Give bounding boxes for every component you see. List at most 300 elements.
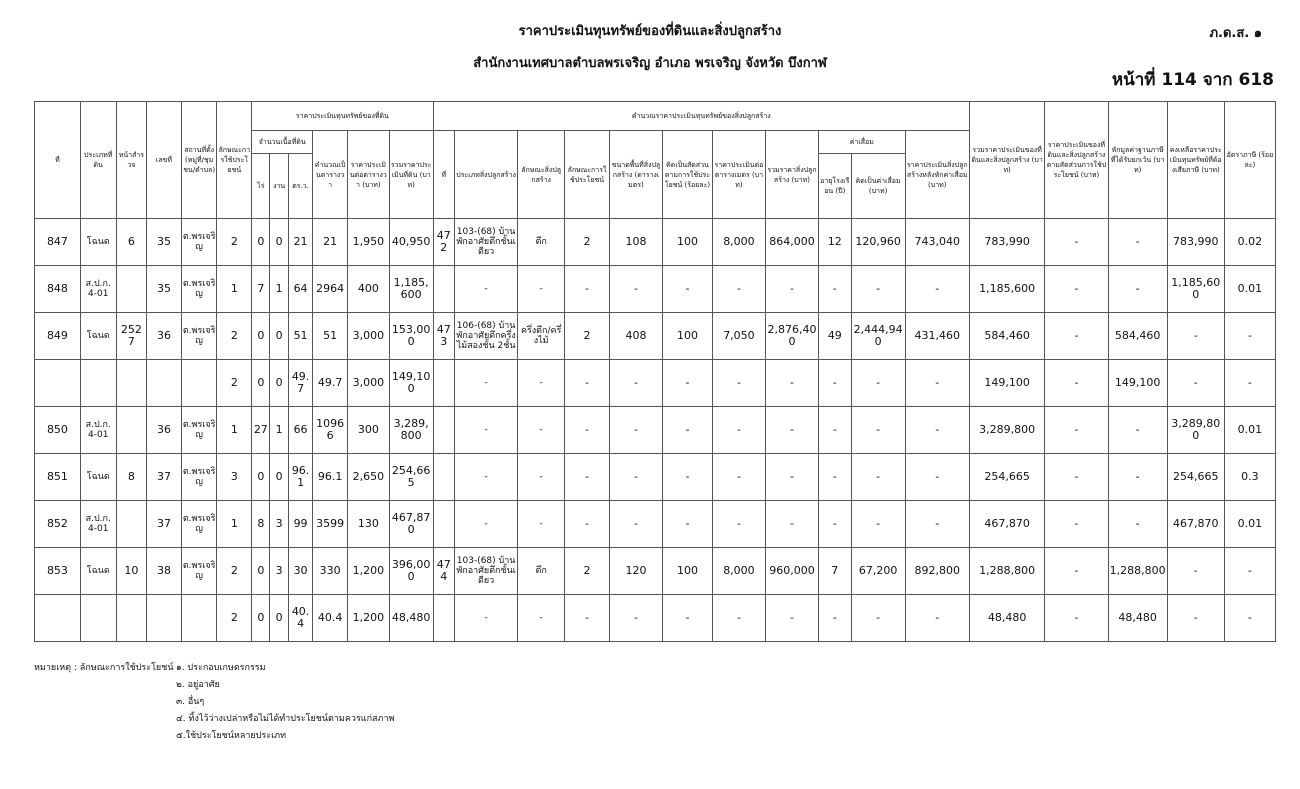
table-cell: 408 <box>609 313 662 360</box>
table-cell: 0 <box>270 454 288 501</box>
table-cell: 0.3 <box>1224 454 1275 501</box>
table-cell: 103-(68) บ้านพักอาศัยตึกชั้นเดียว <box>455 219 518 266</box>
table-cell: 1,185,600 <box>969 266 1044 313</box>
col-b-price: ราคาประเมินต่อตารางเมตร (บาท) <box>712 131 765 219</box>
table-row <box>35 407 1276 454</box>
table-cell: - <box>662 454 712 501</box>
table-cell: 1 <box>270 407 288 454</box>
table-cell: 49.7 <box>288 360 312 407</box>
table-cell: - <box>1045 219 1108 266</box>
table-cell: - <box>765 454 818 501</box>
table-cell: - <box>765 266 818 313</box>
col-b-style: ลักษณะสิ่งปลูกสร้าง <box>518 131 565 219</box>
table-cell <box>116 407 147 454</box>
table-cell: 1,185,600 <box>389 266 433 313</box>
col-no: ที่ <box>35 102 81 219</box>
table-cell: - <box>712 266 765 313</box>
col-rai: ไร่ <box>252 154 270 219</box>
table-cell: - <box>851 360 905 407</box>
notes-lead: หมายเหตุ : ลักษณะการใช้ประโยชน์ <box>34 663 174 673</box>
table-cell: 51 <box>288 313 312 360</box>
table-cell: 1,288,800 <box>969 548 1044 595</box>
table-cell: 2 <box>217 313 252 360</box>
table-cell: 96.1 <box>313 454 348 501</box>
table-cell: 49 <box>818 313 851 360</box>
table-cell: 49.7 <box>313 360 348 407</box>
table-cell: 48,480 <box>969 595 1044 642</box>
table-cell: - <box>518 501 565 548</box>
table-cell: - <box>851 501 905 548</box>
table-cell: - <box>662 407 712 454</box>
table-cell: 0 <box>270 313 288 360</box>
table-cell: 8 <box>116 454 147 501</box>
table-cell: 100 <box>662 313 712 360</box>
table-cell: 3,000 <box>347 313 389 360</box>
report-title: ราคาประเมินทุนทรัพย์ของที่ดินและสิ่งปลูกสร้าง <box>518 24 782 39</box>
table-cell: 66 <box>288 407 312 454</box>
table-cell: 473 <box>433 313 454 360</box>
table-cell: - <box>609 454 662 501</box>
table-cell: 472 <box>433 219 454 266</box>
table-cell: 103-(68) บ้านพักอาศัยตึกชั้นเดียว <box>455 548 518 595</box>
table-cell: 467,870 <box>969 501 1044 548</box>
table-cell: - <box>609 595 662 642</box>
table-cell: 10 <box>116 548 147 595</box>
table-cell: 467,870 <box>389 501 433 548</box>
table-cell: 130 <box>347 501 389 548</box>
table-cell: 396,000 <box>389 548 433 595</box>
table-cell: 2,444,940 <box>851 313 905 360</box>
table-cell: 67,200 <box>851 548 905 595</box>
table-cell: 100 <box>662 548 712 595</box>
table-cell: 783,990 <box>1167 219 1224 266</box>
table-cell: 2 <box>217 595 252 642</box>
table-cell: 21 <box>313 219 348 266</box>
col-parcel-no: เลขที่ <box>147 102 182 219</box>
table-cell: 0.01 <box>1224 266 1275 313</box>
table-cell: 12 <box>818 219 851 266</box>
table-cell: 108 <box>609 219 662 266</box>
table-cell: - <box>818 454 851 501</box>
table-cell: 0 <box>252 219 270 266</box>
table-cell: - <box>905 454 969 501</box>
table-cell <box>433 266 454 313</box>
table-cell: 2 <box>217 219 252 266</box>
group-building: คำนวณราคาประเมินทุนทรัพย์ของสิ่งปลูกสร้าง <box>433 102 969 131</box>
notes-section <box>34 660 394 745</box>
table-cell <box>35 360 81 407</box>
table-cell: - <box>455 407 518 454</box>
table-cell: - <box>565 266 610 313</box>
table-row <box>35 595 1276 642</box>
table-cell: 48,480 <box>389 595 433 642</box>
table-cell: 400 <box>347 266 389 313</box>
col-doc-type: ประเภทที่ดิน <box>80 102 116 219</box>
col-page-survey: หน้าสำรวจ <box>116 102 147 219</box>
table-cell: 431,460 <box>905 313 969 360</box>
table-cell: - <box>662 360 712 407</box>
table-cell: 0 <box>270 219 288 266</box>
table-row <box>35 266 1276 313</box>
table-cell: 106-(68) บ้านพักอาศัยตึกครึ่งไม้สองชั้น 2ชั้น <box>455 313 518 360</box>
table-cell: - <box>518 407 565 454</box>
table-cell: 2,650 <box>347 454 389 501</box>
table-row <box>35 454 1276 501</box>
table-cell <box>433 595 454 642</box>
note-item: ๔. ทิ้งไว้ว่างเปล่าหรือไม่ได้ทำประโยชน์ตามควรแก่สภาพ <box>176 714 395 724</box>
table-cell: ส.ป.ก. 4-01 <box>80 407 116 454</box>
table-cell: 584,460 <box>969 313 1044 360</box>
table-cell: 584,460 <box>1108 313 1167 360</box>
table-cell: - <box>518 266 565 313</box>
table-cell: - <box>1045 548 1108 595</box>
col-wa: ตร.ว. <box>288 154 312 219</box>
table-cell: 36 <box>147 407 182 454</box>
table-cell: - <box>1045 407 1108 454</box>
table-cell <box>433 407 454 454</box>
col-location: สถานที่ตั้ง(หมู่ที่/ชุมชน/ตำบล) <box>181 102 217 219</box>
table-cell: 864,000 <box>765 219 818 266</box>
table-cell: - <box>765 360 818 407</box>
col-b-type: ประเภทสิ่งปลูกสร้าง <box>455 131 518 219</box>
table-cell: 0.01 <box>1224 407 1275 454</box>
table-cell: 21 <box>288 219 312 266</box>
table-cell: ส.ป.ก. 4-01 <box>80 501 116 548</box>
table-cell: - <box>565 407 610 454</box>
note-item: ๕.ใช้ประโยชน์หลายประเภท <box>176 731 287 741</box>
table-cell: 960,000 <box>765 548 818 595</box>
table-cell: - <box>712 454 765 501</box>
table-cell: 743,040 <box>905 219 969 266</box>
table-cell: - <box>905 595 969 642</box>
table-cell: ตึก <box>518 548 565 595</box>
table-cell: 852 <box>35 501 81 548</box>
table-cell: 1 <box>217 501 252 548</box>
table-cell: - <box>818 595 851 642</box>
table-cell: ตึก <box>518 219 565 266</box>
col-price-per-wa: ราคาประเมินต่อตารางวา (บาท) <box>347 131 389 219</box>
table-cell: 3 <box>270 548 288 595</box>
form-code: ภ.ด.ส. ๑ <box>1209 26 1262 41</box>
table-cell <box>116 501 147 548</box>
table-cell: - <box>518 360 565 407</box>
table-cell <box>80 595 116 642</box>
table-cell: ต.พรเจริญ <box>181 313 217 360</box>
table-cell: - <box>455 595 518 642</box>
table-cell: 2527 <box>116 313 147 360</box>
table-cell: 474 <box>433 548 454 595</box>
table-cell: 2 <box>565 313 610 360</box>
table-cell: 10966 <box>313 407 348 454</box>
table-cell: - <box>455 454 518 501</box>
col-b-area: ขนาดพื้นที่สิ่งปลูกสร้าง (ตารางเมตร) <box>609 131 662 219</box>
col-b-no: ที่ <box>433 131 454 219</box>
table-cell: - <box>662 501 712 548</box>
table-cell: 254,665 <box>1167 454 1224 501</box>
table-cell: ครึ่งตึก/ครึ่งไม้ <box>518 313 565 360</box>
table-cell <box>147 595 182 642</box>
table-cell: 6 <box>116 219 147 266</box>
table-cell <box>181 360 217 407</box>
table-cell: 149,100 <box>969 360 1044 407</box>
table-cell: 0 <box>252 548 270 595</box>
table-cell: 848 <box>35 266 81 313</box>
table-cell: - <box>1045 595 1108 642</box>
table-cell: - <box>1224 548 1275 595</box>
col-deduction: หักมูลค่าฐานภาษีที่ได้รับยกเว้น (บาท) <box>1108 102 1167 219</box>
table-cell: 35 <box>147 266 182 313</box>
table-cell: 1,200 <box>347 595 389 642</box>
table-cell: - <box>609 407 662 454</box>
table-cell: - <box>1224 313 1275 360</box>
table-row <box>35 313 1276 360</box>
table-cell: 2 <box>565 548 610 595</box>
table-cell: 120 <box>609 548 662 595</box>
table-cell: - <box>851 595 905 642</box>
table-cell <box>433 454 454 501</box>
table-cell: 1 <box>217 266 252 313</box>
table-cell: 467,870 <box>1167 501 1224 548</box>
table-cell: - <box>565 501 610 548</box>
table-cell: - <box>712 501 765 548</box>
group-depreciation: ค่าเสื่อม <box>818 131 905 154</box>
table-row <box>35 360 1276 407</box>
table-cell: 3,000 <box>347 360 389 407</box>
table-cell: 853 <box>35 548 81 595</box>
table-cell: 0 <box>252 595 270 642</box>
table-cell: 0.01 <box>1224 501 1275 548</box>
table-cell: 8 <box>252 501 270 548</box>
col-b-age: อายุโรงเรือน (ปี) <box>818 154 851 219</box>
table-cell: 8,000 <box>712 548 765 595</box>
table-cell: 40,950 <box>389 219 433 266</box>
table-cell <box>116 266 147 313</box>
table-cell: 0 <box>270 595 288 642</box>
table-cell: - <box>1045 360 1108 407</box>
table-cell: 153,000 <box>389 313 433 360</box>
table-cell: 40.4 <box>313 595 348 642</box>
table-cell: 783,990 <box>969 219 1044 266</box>
table-cell: 7,050 <box>712 313 765 360</box>
table-cell: 1,185,600 <box>1167 266 1224 313</box>
assessment-table <box>34 101 1276 642</box>
table-cell: - <box>765 407 818 454</box>
table-cell <box>35 595 81 642</box>
col-ngan: งาน <box>270 154 288 219</box>
table-cell <box>433 501 454 548</box>
table-cell: 1,950 <box>347 219 389 266</box>
table-cell: 254,665 <box>389 454 433 501</box>
table-cell: 254,665 <box>969 454 1044 501</box>
table-cell: - <box>1045 266 1108 313</box>
col-grand-total: รวมราคาประเมินของที่ดินและสิ่งปลูกสร้าง (บาท) <box>969 102 1044 219</box>
table-cell: 7 <box>818 548 851 595</box>
table-cell: 3 <box>270 501 288 548</box>
table-cell: - <box>455 266 518 313</box>
table-cell: 2 <box>217 360 252 407</box>
table-cell: 36 <box>147 313 182 360</box>
table-cell: โฉนด <box>80 548 116 595</box>
table-cell: 38 <box>147 548 182 595</box>
table-cell: ต.พรเจริญ <box>181 454 217 501</box>
col-prop-value: ราคาประเมินของที่ดินและสิ่งปลูกสร้างตามสัดส่วนการใช้ประโยชน์ (บาท) <box>1045 102 1108 219</box>
table-cell: 0 <box>252 454 270 501</box>
table-cell: 27 <box>252 407 270 454</box>
col-total-wa: คำนวณเป็นตารางวา <box>313 131 348 219</box>
table-cell: - <box>712 595 765 642</box>
table-cell: 2 <box>565 219 610 266</box>
table-cell <box>181 595 217 642</box>
table-body <box>35 219 1276 642</box>
table-cell: 51 <box>313 313 348 360</box>
col-b-depr: คิดเป็นค่าเสื่อม (บาท) <box>851 154 905 219</box>
table-cell: 100 <box>662 219 712 266</box>
table-cell: 0 <box>252 360 270 407</box>
table-cell: - <box>905 407 969 454</box>
table-cell: - <box>1108 266 1167 313</box>
table-cell: - <box>1167 313 1224 360</box>
table-cell: 8,000 <box>712 219 765 266</box>
table-cell: 3599 <box>313 501 348 548</box>
table-cell <box>433 360 454 407</box>
table-cell: 149,100 <box>389 360 433 407</box>
table-cell: โฉนด <box>80 219 116 266</box>
table-cell: 851 <box>35 454 81 501</box>
table-cell: 3,289,800 <box>969 407 1044 454</box>
table-cell: - <box>455 360 518 407</box>
table-cell: - <box>818 266 851 313</box>
col-b-after: ราคาประเมินสิ่งปลูกสร้างหลังหักค่าเสื่อม (บาท) <box>905 131 969 219</box>
table-cell: - <box>662 266 712 313</box>
table-cell: โฉนด <box>80 454 116 501</box>
table-cell: - <box>1224 595 1275 642</box>
table-cell: - <box>609 501 662 548</box>
col-b-pct: คิดเป็นสัดส่วนตามการใช้ประโยชน์ (ร้อยละ) <box>662 131 712 219</box>
table-cell: 37 <box>147 454 182 501</box>
page-indicator: หน้าที่ 114 จาก 618 <box>1111 70 1274 90</box>
table-cell: 1,288,800 <box>1108 548 1167 595</box>
table-cell: - <box>609 360 662 407</box>
table-cell: - <box>1167 595 1224 642</box>
col-b-total: รวมราคาสิ่งปลูกสร้าง (บาท) <box>765 131 818 219</box>
table-cell: 35 <box>147 219 182 266</box>
table-cell: 149,100 <box>1108 360 1167 407</box>
table-cell: - <box>851 407 905 454</box>
group-land: ราคาประเมินทุนทรัพย์ของที่ดิน <box>252 102 433 131</box>
table-cell: 3 <box>217 454 252 501</box>
col-land-total: รวมราคาประเมินที่ดิน (บาท) <box>389 131 433 219</box>
table-cell: 892,800 <box>905 548 969 595</box>
office-subtitle: สำนักงานเทศบาลตำบลพรเจริญ อำเภอ พรเจริญ จังหวัด บึงกาฬ <box>473 56 827 71</box>
table-cell: - <box>765 595 818 642</box>
table-cell: 300 <box>347 407 389 454</box>
table-row <box>35 548 1276 595</box>
table-cell: - <box>1108 407 1167 454</box>
table-cell: - <box>518 595 565 642</box>
table-cell: - <box>818 407 851 454</box>
table-cell: ต.พรเจริญ <box>181 501 217 548</box>
col-tax-rate: อัตราภาษี (ร้อยละ) <box>1224 102 1275 219</box>
table-cell: 1 <box>270 266 288 313</box>
table-cell: 3,289,800 <box>389 407 433 454</box>
table-cell: 0 <box>270 360 288 407</box>
table-cell: - <box>765 501 818 548</box>
table-cell: 1,200 <box>347 548 389 595</box>
table-cell: 7 <box>252 266 270 313</box>
table-cell: - <box>662 595 712 642</box>
col-usage: ลักษณะการใช้ประโยชน์ <box>217 102 252 219</box>
table-cell: 40.4 <box>288 595 312 642</box>
table-cell: - <box>565 360 610 407</box>
col-b-usage: ลักษณะการใช้ประโยชน์ <box>565 131 610 219</box>
table-cell: - <box>1045 501 1108 548</box>
table-cell: - <box>1108 454 1167 501</box>
table-cell: - <box>609 266 662 313</box>
col-taxable: คงเหลือราคาประเมินทุนทรัพย์ที่ต้องเสียภาษี (บาท) <box>1167 102 1224 219</box>
table-cell: - <box>455 501 518 548</box>
table-cell: 37 <box>147 501 182 548</box>
note-item: ๓. อื่นๆ <box>176 697 205 707</box>
table-cell: - <box>1108 219 1167 266</box>
table-cell: - <box>1045 313 1108 360</box>
table-cell: 120,960 <box>851 219 905 266</box>
table-cell: 96.1 <box>288 454 312 501</box>
table-cell: - <box>905 266 969 313</box>
table-cell: 2,876,400 <box>765 313 818 360</box>
table-cell: 330 <box>313 548 348 595</box>
table-cell <box>116 595 147 642</box>
table-cell: - <box>1167 548 1224 595</box>
table-cell: - <box>1167 360 1224 407</box>
table-cell: - <box>712 407 765 454</box>
note-item: ๒. อยู่อาศัย <box>176 680 220 690</box>
table-cell: - <box>565 454 610 501</box>
table-row <box>35 219 1276 266</box>
table-cell: - <box>818 360 851 407</box>
table-cell: - <box>851 266 905 313</box>
table-cell: ต.พรเจริญ <box>181 407 217 454</box>
table-cell <box>116 360 147 407</box>
table-cell: - <box>565 595 610 642</box>
table-cell: 849 <box>35 313 81 360</box>
table-cell: - <box>518 454 565 501</box>
table-cell <box>147 360 182 407</box>
table-cell: 850 <box>35 407 81 454</box>
table-cell: โฉนด <box>80 313 116 360</box>
table-row <box>35 501 1276 548</box>
table-cell: 1 <box>217 407 252 454</box>
table-cell: 2964 <box>313 266 348 313</box>
table-cell: 99 <box>288 501 312 548</box>
table-cell: 847 <box>35 219 81 266</box>
table-cell: 64 <box>288 266 312 313</box>
group-area: จำนวนเนื้อที่ดิน <box>252 131 313 154</box>
table-cell: - <box>818 501 851 548</box>
table-cell: 0 <box>252 313 270 360</box>
table-cell: - <box>712 360 765 407</box>
table-cell: - <box>905 360 969 407</box>
note-item: ๑. ประกอบเกษตรกรรม <box>176 663 266 673</box>
table-cell: 3,289,800 <box>1167 407 1224 454</box>
table-cell: 0.02 <box>1224 219 1275 266</box>
table-cell: ต.พรเจริญ <box>181 266 217 313</box>
table-cell: - <box>1108 501 1167 548</box>
table-cell: - <box>905 501 969 548</box>
table-cell: 2 <box>217 548 252 595</box>
table-cell: ส.ป.ก. 4-01 <box>80 266 116 313</box>
table-cell: ต.พรเจริญ <box>181 219 217 266</box>
table-cell: - <box>851 454 905 501</box>
